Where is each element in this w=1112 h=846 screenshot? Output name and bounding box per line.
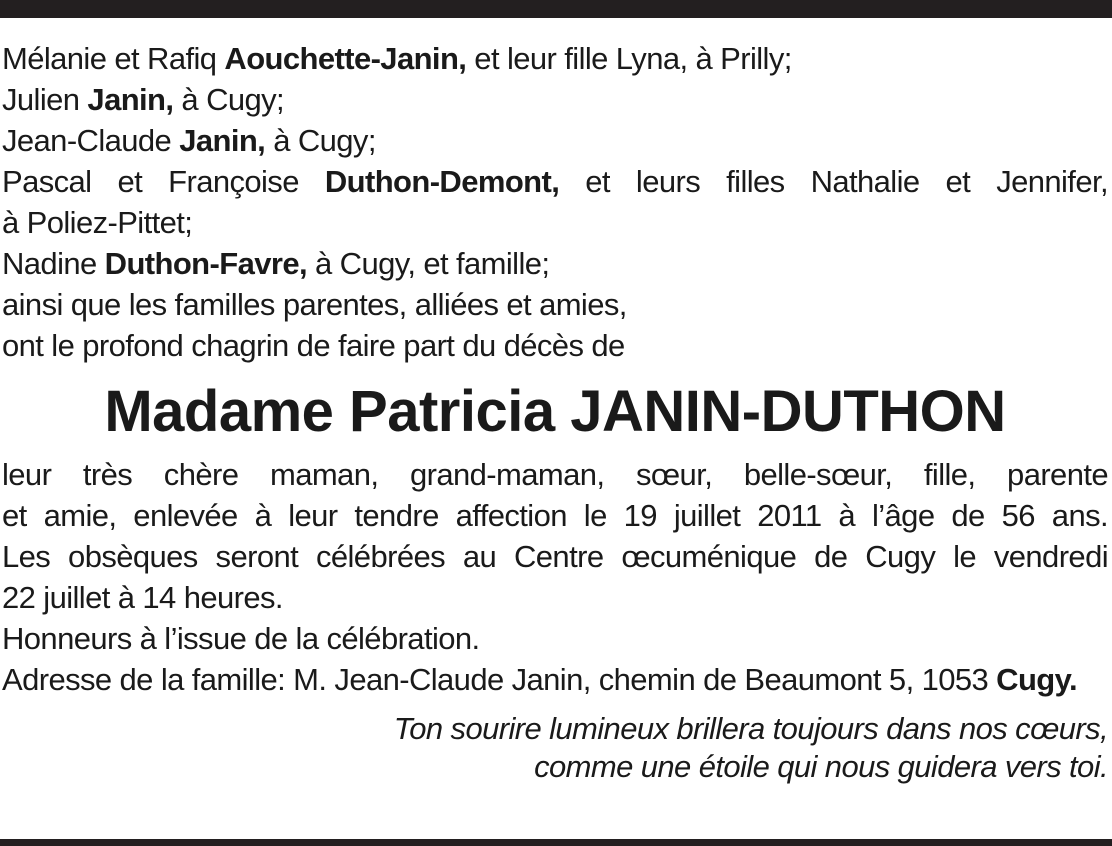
details-line-2: et amie, enlevée à leur tendre affection le 19 juillet 2011 à l’âge de 56 ans. <box>2 498 1108 533</box>
family-line-4 <box>2 161 1108 202</box>
family-line-1-rest: et leur fille Lyna, à Prilly; <box>466 41 792 76</box>
family-line-2 <box>2 79 1108 120</box>
obituary-notice <box>2 38 1108 786</box>
obituary-details <box>2 454 1108 700</box>
family-line-1-text: Mélanie et Rafiq <box>2 41 225 76</box>
family-line-7: ainsi que les familles parentes, alliées et amies, <box>2 287 627 322</box>
bottom-border-bar <box>0 839 1112 846</box>
family-address-town: Cugy. <box>996 662 1077 697</box>
family-line-3-rest: à Cugy; <box>265 123 376 158</box>
family-line-3-text: Jean-Claude <box>2 123 180 158</box>
top-border-bar <box>0 0 1112 18</box>
details-line-4: 22 juillet à 14 heures. <box>2 580 283 615</box>
family-line-1-name: Aouchette-Janin, <box>224 41 467 76</box>
family-line-4-rest: et leurs filles Nathalie et Jennifer, <box>559 164 1108 199</box>
family-line-4-name: Duthon-Demont, <box>324 164 560 199</box>
family-line-6-rest: à Cugy, et famille; <box>306 246 550 281</box>
family-line-6-text: Nadine <box>2 246 105 281</box>
memorial-quote <box>2 710 1108 786</box>
details-line-5: Honneurs à l’issue de la célébration. <box>2 621 480 656</box>
details-line-1: leur très chère maman, grand-maman, sœur, belle-sœur, fille, parente <box>2 457 1108 492</box>
family-line-2-rest: à Cugy; <box>173 82 285 117</box>
family-line-5: à Poliez-Pittet; <box>2 205 193 240</box>
family-line-6-name: Duthon-Favre, <box>104 246 307 281</box>
family-address-line <box>2 659 1108 700</box>
family-line-4-text: Pascal et Françoise <box>2 164 325 199</box>
quote-line-2: comme une étoile qui nous guidera vers toi. <box>534 749 1108 784</box>
family-line-3-name: Janin, <box>179 123 266 158</box>
family-line-3 <box>2 120 1108 161</box>
family-line-6 <box>2 243 1108 284</box>
details-line-3: Les obsèques seront célébrées au Centre œcuménique de Cugy le vendredi <box>2 539 1108 574</box>
deceased-name-heading: Madame Patricia JANIN-DUTHON <box>104 379 1006 444</box>
family-line-2-text: Julien <box>2 82 88 117</box>
family-line-8: ont le profond chagrin de faire part du décès de <box>2 328 625 363</box>
family-line-1 <box>2 38 1108 79</box>
family-list <box>2 38 1108 366</box>
family-address-text: Adresse de la famille: M. Jean-Claude Janin, chemin de Beaumont 5, 1053 <box>2 662 997 697</box>
quote-line-1: Ton sourire lumineux brillera toujours dans nos cœurs, <box>393 711 1108 746</box>
family-line-2-name: Janin, <box>87 82 174 117</box>
